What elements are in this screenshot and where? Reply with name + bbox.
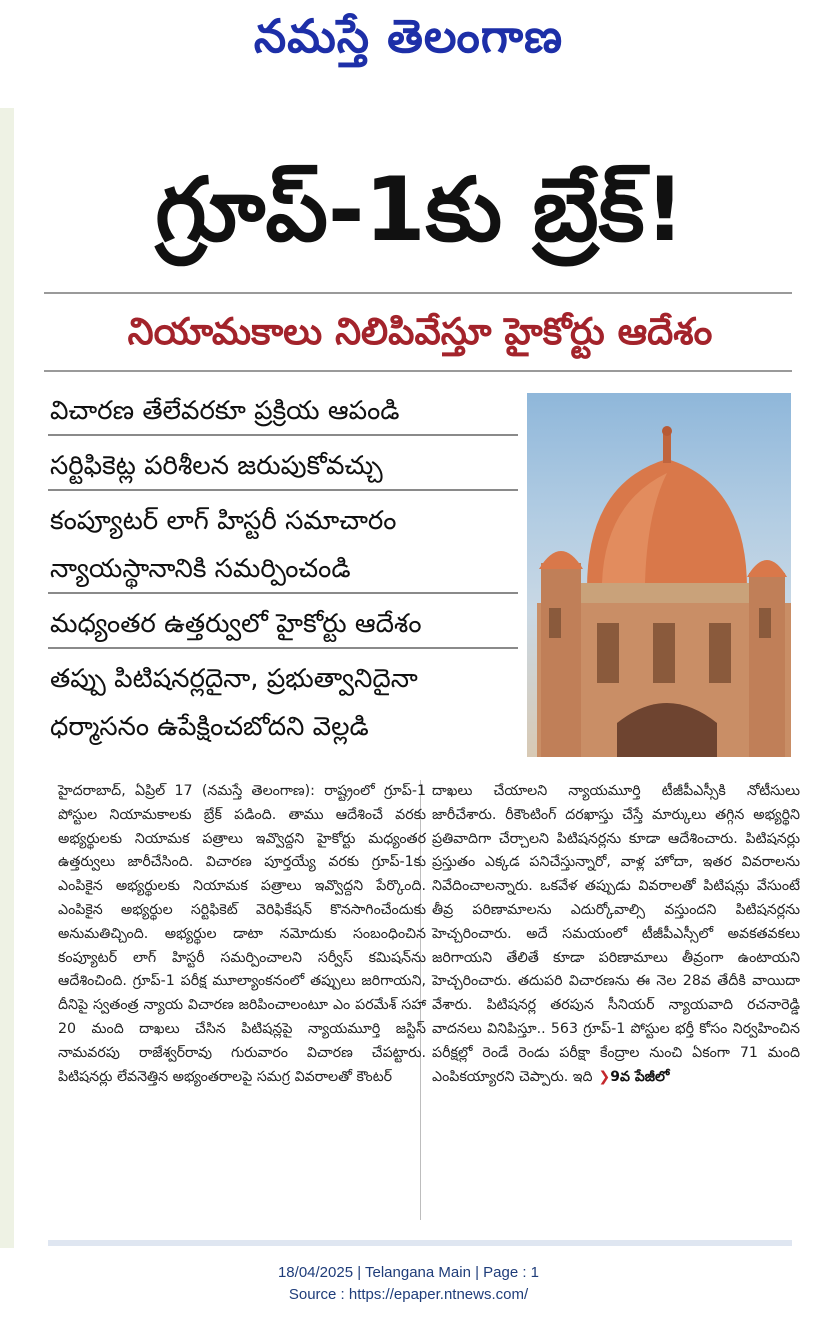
article-column-2	[432, 780, 800, 1089]
high-court-building-illustration	[527, 393, 791, 757]
page-footer	[0, 1262, 817, 1306]
highlight-item: తప్పు పిటిషనర్లదైనా, ప్రభుత్వానిదైనా	[50, 664, 418, 694]
article-text: హైదరాబాద్‌, ఏప్రిల్‌ 17 (నమస్తే తెలంగాణ): రాష్ట్రంలో గ్రూప్‌-1 పోస్టుల నియామకాలకు బ్రేక్‌ పడింది. తాము ఆదేశించే వరకు అభ్యర్థులకు నియామక పత్రాలు ఇవ్వొద్దని హైకోర్టు మధ్యంతర ఉత్తర్వులు జారీచేసింది. విచారణ పూర్తయ్యే వరకు గ్రూప్‌-1కు ఎంపికైన అభ్యర్థులకు నియామక పత్రాలు ఇవ్వొద్దని పేర్కొంది. ఎంపికైన అభ్యర్థుల సర్టిఫికెట్‌ వెరిఫికేషన్‌ కొనసాగించేందుకు అనుమతిచ్చింది. అభ్యర్థుల డాటా నమోదుకు సంబంధించిన కంప్యూటర్‌ లాగ్‌ హిస్టరీ సమర్పించాలని సర్వీస్‌ కమిషన్‌ను ఆదేశించింది. గ్రూప్‌-1 పరీక్ష మూల్యాంకనంలో తప్పులు జరిగాయని, దీనిపై స్వతంత్ర న్యాయ విచారణ జరిపించాలంటూ ఎం పరమేశ్‌ సహా 20 మంది దాఖలు చేసిన పిటిషన్లపై న్యాయమూర్తి జస్టిస్‌ నామవరపు రాజేశ్వర్‌రావు గురువారం విచారణ చేపట్టారు. పిటిషనర్లు లేవనెత్తిన అభ్యంతరాలపై సమగ్ర వివరాలతో కౌంటర్‌	[58, 783, 426, 1085]
highlight-item: విచారణ తేలేవరకూ ప్రక్రియ ఆపండి	[48, 388, 518, 436]
continued-jump-link[interactable]	[599, 1066, 670, 1090]
highlight-item: సర్టిఫికెట్ల పరిశీలన జరుపుకోవచ్చు	[48, 443, 518, 491]
article-text	[432, 780, 800, 1089]
footer-source[interactable]: Source : https://epaper.ntnews.com/	[288, 1286, 529, 1303]
divider-bottom	[44, 370, 792, 372]
highlight-item: ధర్మాసనం ఉపేక్షించబోదని వెల్లడి	[50, 712, 369, 742]
jump-arrow-icon: ❯	[598, 1068, 611, 1085]
footer-meta: 18/04/2025 | Telangana Main | Page : 1	[277, 1264, 540, 1281]
highlight-item: న్యాయస్థానానికి సమర్పించండి	[48, 546, 518, 594]
highlight-item: మధ్యంతర ఉత్తర్వులో హైకోర్టు ఆదేశం	[48, 601, 518, 649]
highlight-item: కంప్యూటర్‌ లాగ్‌ హిస్టరీ సమాచారం	[50, 506, 397, 536]
page-edge-strip	[0, 108, 14, 1248]
subheadline: నియామకాలు నిలిపివేస్తూ హైకోర్టు ఆదేశం	[127, 310, 713, 353]
jump-label: 9వ పేజీలో	[610, 1068, 670, 1085]
article-text-span: దాఖలు చేయాలని న్యాయమూర్తి టీజీపీఎస్సీకి నోటీసులు జారీచేశారు. రీకౌంటింగ్‌ దరఖాస్తు చేస్తే మార్కులు తగ్గిన అభ్యర్థిని ప్రతివాదిగా చేర్చాలని పిటిషనర్లను కూడా ఆదేశించారు. పిటిషనర్లు ప్రస్తుతం ఎక్కడ పనిచేస్తున్నారో, వాళ్ల హోదా, ఇతర వివరాలను నివేదించాలన్నారు. ఒకవేళ తప్పుడు వివరాలతో పిటిషన్లు వేసుంటే తీవ్ర పరిణామాలను ఎదుర్కోవాల్సి వస్తుందని పిటిషనర్లను హెచ్చరించారు. అదే సమయంలో టీజీపీఎస్సీలో అవకతవకలు జరిగాయని తేలితే కూడా పరిణామాలు తీవ్రంగా ఉంటాయని హెచ్చరించారు. తదుపరి విచారణను ఈ నెల 28వ తేదీకి వాయిదా వేశారు. పిటిషనర్ల తరపున సీనియర్‌ న్యాయవాది రచనారెడ్డి వాదనలు వినిపిస్తూ.. 563 గ్రూప్‌-1 పోస్టుల భర్తీ కోసం నిర్వహించిన పరీక్షల్లో రెండే రెండు పరీక్షా కేంద్రాల నుంచి ఏకంగా 71 మంది ఎంపికయ్యారని చెప్పారు. ఇది	[432, 783, 800, 1085]
headline: గ్రూప్‌-1కు బ్రేక్‌!	[155, 158, 685, 261]
newspaper-masthead: నమస్తే తెలంగాణ	[253, 9, 564, 63]
highlights-list	[48, 388, 518, 752]
bottom-bar	[48, 1240, 792, 1246]
article-column-1	[58, 780, 426, 1089]
high-court-photo	[527, 393, 791, 757]
divider-top	[44, 292, 792, 294]
